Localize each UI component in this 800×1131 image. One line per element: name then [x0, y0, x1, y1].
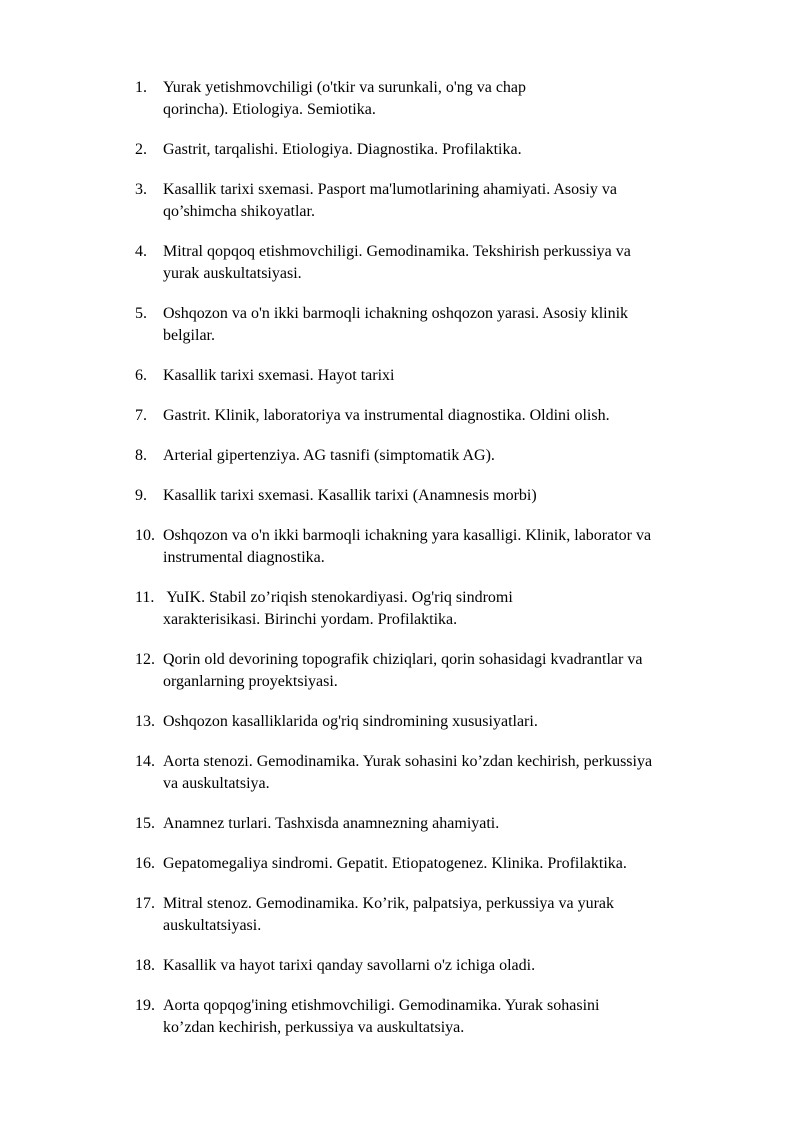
list-item: [135, 995, 755, 1039]
item-text: Anamnez turlari. Tashxisda anamnezning ahamiyati.: [163, 815, 500, 832]
item-number: 19.: [135, 997, 155, 1014]
item-text: Kasallik va hayot tarixi qanday savollarni o'z ichiga oladi.: [163, 957, 536, 974]
list-item: [135, 955, 755, 977]
item-number: 4.: [135, 243, 147, 260]
item-text: Kasallik tarixi sxemasi. Pasport ma'lumotlarining ahamiyati. Asosiy va qo’shimcha shikoyatlar.: [163, 181, 617, 220]
list-item: [135, 853, 755, 875]
list-item: [135, 813, 755, 835]
item-number: 8.: [135, 447, 147, 464]
list-item: [135, 241, 755, 285]
question-list: [135, 77, 755, 1057]
item-number: 13.: [135, 713, 155, 730]
item-text: Oshqozon kasalliklarida og'riq sindromining xususiyatlari.: [163, 713, 538, 730]
item-text: Mitral qopqoq etishmovchiligi. Gemodinamika. Tekshirish perkussiya va yurak auskultatsiyasi.: [163, 243, 631, 282]
item-number: 5.: [135, 305, 147, 322]
item-number: 15.: [135, 815, 155, 832]
item-text: Oshqozon va o'n ikki barmoqli ichakning oshqozon yarasi. Asosiy klinik belgilar.: [163, 305, 629, 344]
item-text: Gastrit. Klinik, laboratoriya va instrumental diagnostika. Oldini olish.: [163, 407, 610, 424]
item-number: 11.: [135, 589, 155, 606]
item-text: Kasallik tarixi sxemasi. Kasallik tarixi (Anamnesis morbi): [163, 487, 537, 504]
list-item: [135, 525, 755, 569]
item-number: 3.: [135, 181, 147, 198]
item-number: 12.: [135, 651, 155, 668]
item-text: Arterial gipertenziya. AG tasnifi (simptomatik AG).: [163, 447, 495, 464]
item-text: Qorin old devorining topografik chiziqlari, qorin sohasidagi kvadrantlar va organlarning proyektsiyasi.: [163, 651, 643, 690]
list-item: [135, 77, 755, 121]
list-item: [135, 649, 755, 693]
item-text: Oshqozon va o'n ikki barmoqli ichakning yara kasalligi. Klinik, laborator va instrumental diagnostika.: [163, 527, 652, 566]
list-item: [135, 179, 755, 223]
item-number: 14.: [135, 753, 155, 770]
item-text: Mitral stenoz. Gemodinamika. Ko’rik, palpatsiya, perkussiya va yurak auskultatsiyasi.: [163, 895, 614, 934]
list-item: [135, 485, 755, 507]
item-number: 7.: [135, 407, 147, 424]
list-item: [135, 893, 755, 937]
item-text: Aorta qopqog'ining etishmovchiligi. Gemodinamika. Yurak sohasini ko’zdan kechirish, perkussiya va auskultatsiya.: [163, 997, 600, 1036]
item-number: 17.: [135, 895, 155, 912]
item-number: 2.: [135, 141, 147, 158]
list-item: [135, 405, 755, 427]
list-item: [135, 139, 755, 161]
item-number: 16.: [135, 855, 155, 872]
item-number: 18.: [135, 957, 155, 974]
item-number: 10.: [135, 527, 155, 544]
item-text: Aorta stenozi. Gemodinamika. Yurak sohasini ko’zdan kechirish, perkussiya va auskultatsiya.: [163, 753, 653, 792]
item-number: 1.: [135, 79, 147, 96]
item-text: Kasallik tarixi sxemasi. Hayot tarixi: [163, 367, 395, 384]
item-text: Gepatomegaliya sindromi. Gepatit. Etiopatogenez. Klinika. Profilaktika.: [163, 855, 627, 872]
list-item: [135, 751, 755, 795]
item-text: YuIK. Stabil zo’riqish stenokardiyasi. Og'riq sindromi xarakterisikasi. Birinchi yordam. Profilaktika.: [163, 589, 513, 628]
list-item: [135, 365, 755, 387]
list-item: [135, 711, 755, 733]
item-number: 9.: [135, 487, 147, 504]
item-text: Yurak yetishmovchiligi (o'tkir va surunkali, o'ng va chap qorincha). Etiologiya. Semiotika.: [163, 79, 527, 118]
list-item: [135, 445, 755, 467]
item-number: 6.: [135, 367, 147, 384]
list-item: [135, 587, 755, 631]
item-text: Gastrit, tarqalishi. Etiologiya. Diagnostika. Profilaktika.: [163, 141, 522, 158]
list-item: [135, 303, 755, 347]
